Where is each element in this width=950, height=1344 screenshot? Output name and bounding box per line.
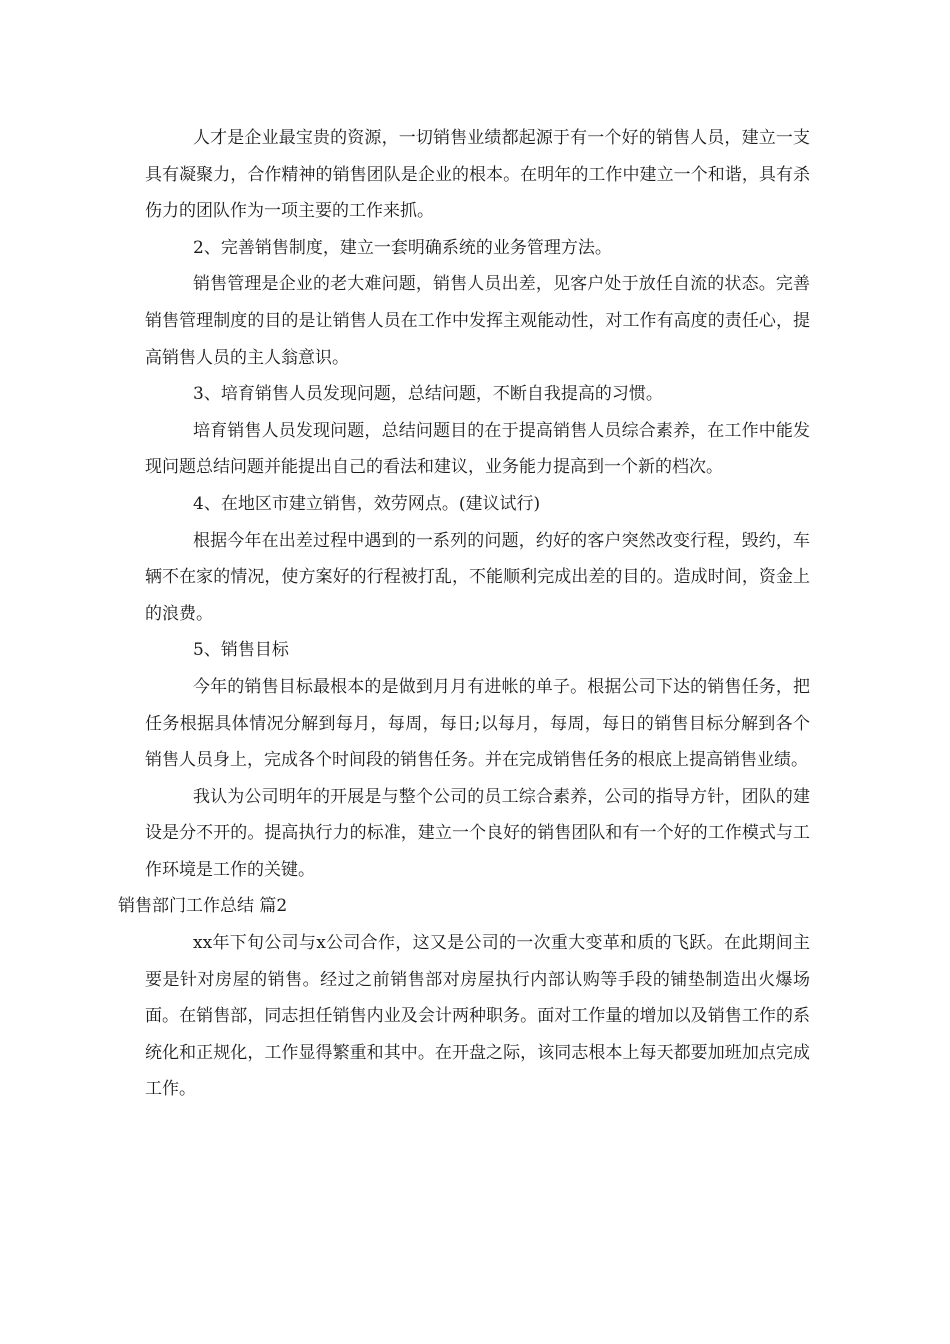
paragraph: 销售管理是企业的老大难问题，销售人员出差，见客户处于放任自流的状态。完善销售管理制度的目的是让销售人员在工作中发挥主观能动性，对工作有高度的责任心，提高销售人员的主人翁意识。 xyxy=(145,274,810,368)
numbered-item: 4、在地区市建立销售，效劳网点。(建议试行) xyxy=(193,493,541,514)
paragraph: xx年下旬公司与x公司合作，这又是公司的一次重大变革和质的飞跃。在此期间主要是针对房屋的销售。经过之前销售部对房屋执行内部认购等手段的铺垫制造出火爆场面。在销售部，同志担任销售内业及会计两种职务。面对工作量的增加以及销售工作的系统化和正规化，工作显得繁重和其中。在开盘之际，该同志根本上每天都要加班加点完成工作。 xyxy=(145,933,810,1100)
document-body xyxy=(118,120,810,1108)
numbered-item: 5、销售目标 xyxy=(193,640,289,661)
numbered-item: 3、培育销售人员发现问题，总结问题，不断自我提高的习惯。 xyxy=(193,384,663,405)
numbered-item: 2、完善销售制度，建立一套明确系统的业务管理方法。 xyxy=(193,237,612,258)
paragraph: 培育销售人员发现问题，总结问题目的在于提高销售人员综合素养，在工作中能发现问题总结问题并能提出自己的看法和建议，业务能力提高到一个新的档次。 xyxy=(145,420,810,478)
paragraph: 人才是企业最宝贵的资源，一切销售业绩都起源于有一个好的销售人员，建立一支具有凝聚力，合作精神的销售团队是企业的根本。在明年的工作中建立一个和谐，具有杀伤力的团队作为一项主要的工作来抓。 xyxy=(145,128,810,222)
paragraph: 今年的销售目标最根本的是做到月月有进帐的单子。根据公司下达的销售任务，把任务根据具体情况分解到每月，每周，每日;以每月，每周，每日的销售目标分解到各个销售人员身上，完成各个时间段的销售任务。并在完成销售任务的根底上提高销售业绩。 xyxy=(145,676,810,771)
section-heading: 销售部门工作总结 篇2 xyxy=(118,896,288,917)
paragraph: 根据今年在出差过程中遇到的一系列的问题，约好的客户突然改变行程，毁约，车辆不在家的情况，使方案好的行程被打乱，不能顺利完成出差的目的。造成时间，资金上的浪费。 xyxy=(145,530,810,624)
paragraph: 我认为公司明年的开展是与整个公司的员工综合素养，公司的指导方针，团队的建设是分不开的。提高执行力的标准，建立一个良好的销售团队和有一个好的工作模式与工作环境是工作的关键。 xyxy=(145,786,810,880)
